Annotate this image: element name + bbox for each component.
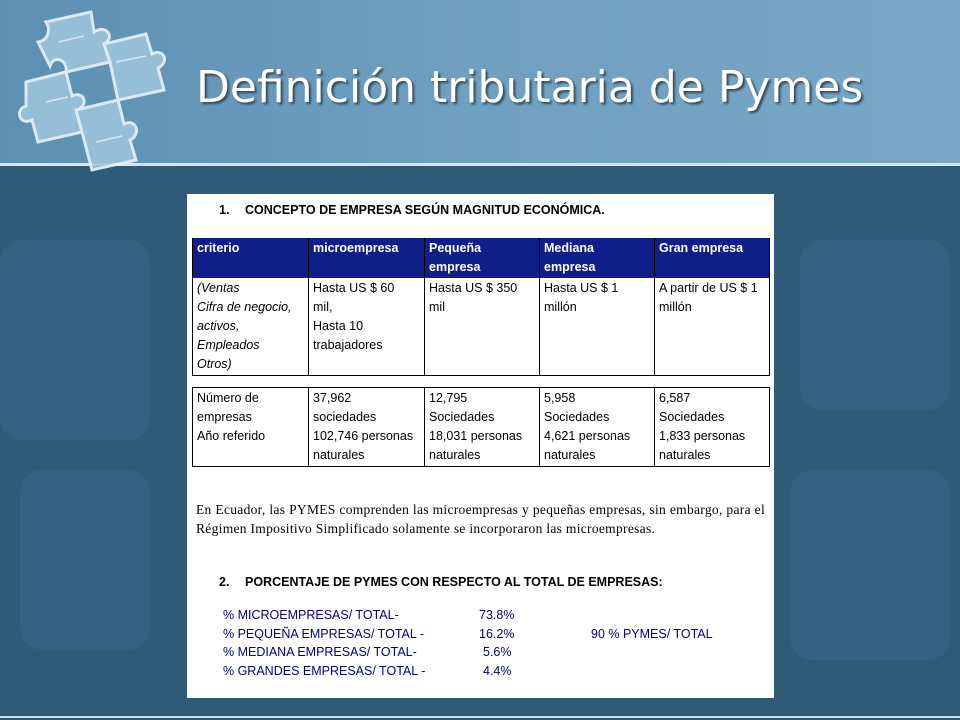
percentage-value: 5.6% (483, 645, 512, 659)
table-cell: 5,958 Sociedades 4,621 personas naturales (540, 388, 655, 467)
company-count-table (192, 387, 770, 467)
header-cell: criterio (193, 238, 309, 278)
section-1-heading (219, 203, 605, 217)
document-page (187, 194, 774, 698)
table-cell: 37,962 sociedades 102,746 personas naturales (309, 388, 425, 467)
table-cell: (Ventas Cifra de negocio, activos, Empleados Otros) (193, 278, 309, 376)
section-1-number: 1. (219, 203, 230, 217)
slide-title: Definición tributaria de Pymes (196, 62, 864, 113)
table-cell: Hasta US $ 350 mil (425, 278, 540, 376)
puzzle-pieces-logo (6, 2, 186, 177)
percentage-label: % GRANDES EMPRESAS/ TOTAL - (223, 663, 426, 678)
percentage-label: % PEQUEÑA EMPRESAS/ TOTAL - (223, 626, 424, 641)
section-2-heading (219, 575, 663, 589)
percentage-value: 73.8% (479, 608, 515, 622)
table-cell: 6,587 Sociedades 1,833 personas naturales (655, 388, 770, 467)
header-cell: Gran empresa (655, 238, 770, 278)
section-2-number: 2. (219, 575, 230, 589)
background-puzzle-shape (0, 240, 150, 440)
pymes-paragraph: En Ecuador, las PYMES comprenden las microempresas y pequeñas empresas, sin embargo, para el Régimen Impositivo Simplificado solamente se incorporaron las microempresas. (196, 502, 765, 536)
list-item (223, 625, 763, 644)
table-cell: Hasta US $ 60 mil, Hasta 10 trabajadores (309, 278, 425, 376)
section-1-title: CONCEPTO DE EMPRESA SEGÚN MAGNITUD ECONÓMICA. (245, 203, 605, 217)
percentage-list (223, 606, 763, 680)
table-row (193, 278, 770, 376)
table-cell: 12,795 Sociedades 18,031 personas naturales (425, 388, 540, 467)
list-item (223, 643, 763, 662)
section-2-title: PORCENTAJE DE PYMES CON RESPECTO AL TOTAL DE EMPRESAS: (245, 575, 663, 589)
table-cell: Número de empresas Año referido (193, 388, 309, 467)
header-cell: Mediana empresa (540, 238, 655, 278)
background-puzzle-shape (800, 240, 950, 410)
list-item (223, 662, 763, 681)
table-header-row (193, 238, 770, 278)
table-cell: Hasta US $ 1 millón (540, 278, 655, 376)
pymes-total-summary: 90 % PYMES/ TOTAL (591, 626, 713, 641)
percentage-value: 4.4% (483, 663, 512, 678)
percentage-value: 16.2% (479, 626, 515, 641)
table-cell: A partir de US $ 1 millón (655, 278, 770, 376)
company-size-table (192, 238, 770, 376)
list-item (223, 606, 763, 625)
percentage-label: % MEDIANA EMPRESAS/ TOTAL- (223, 645, 417, 659)
table-row (193, 388, 770, 467)
header-cell: microempresa (309, 238, 425, 278)
header-cell: Pequeña empresa (425, 238, 540, 278)
percentage-label: % MICROEMPRESAS/ TOTAL- (223, 608, 399, 622)
background-puzzle-shape (790, 470, 950, 660)
footer-line (0, 716, 960, 718)
background-puzzle-shape (20, 470, 150, 650)
